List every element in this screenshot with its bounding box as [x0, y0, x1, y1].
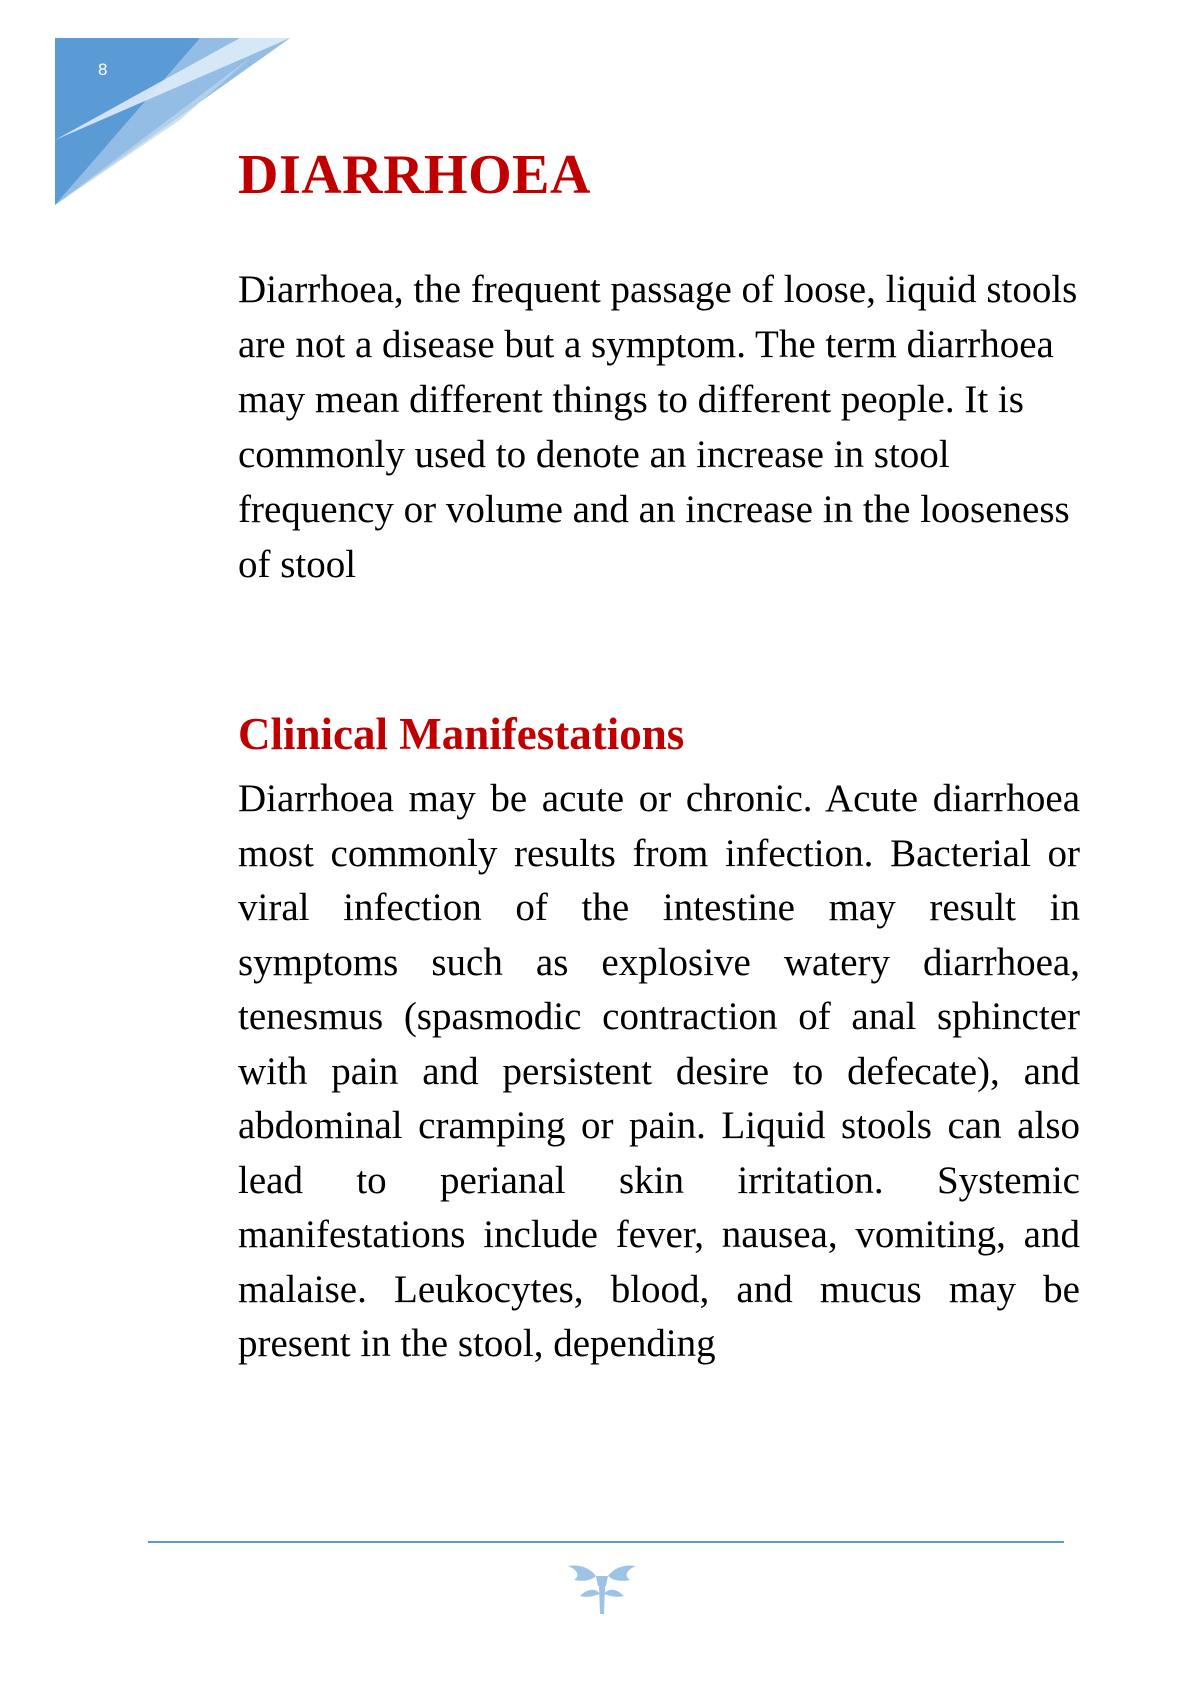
- footer-divider: [148, 1541, 1064, 1543]
- page-number: 8: [98, 60, 108, 79]
- intro-paragraph: Diarrhoea, the frequent passage of loose, liquid stools are not a disease but a symptom. The term diarrhoea may mean different things to different people. It is commonly used to denote an increase in stool frequency or volume and an increase in the looseness of stool: [238, 268, 1078, 586]
- page-title: DIARRHOEA: [238, 144, 591, 206]
- page-content: [238, 140, 1080, 1372]
- section-heading: Clinical Manifestations: [238, 709, 685, 759]
- section-paragraph: Diarrhoea may be acute or chronic. Acute diarrhoea most commonly results from infection. Bacterial or viral infection of the intestine may result in symptoms such as explosive watery diarrhoea, tenesmus (spasmodic contraction of anal sphincter with pain and persistent desire to defecate), and abdominal cramping or pain. Liquid stools can also lead to perianal skin irritation. Systemic manifestations include fever, nausea, vomiting, and malaise. Leukocytes, blood, and mucus may be present in the stool, depending: [238, 777, 1080, 1365]
- fleuron-icon: [566, 1560, 638, 1616]
